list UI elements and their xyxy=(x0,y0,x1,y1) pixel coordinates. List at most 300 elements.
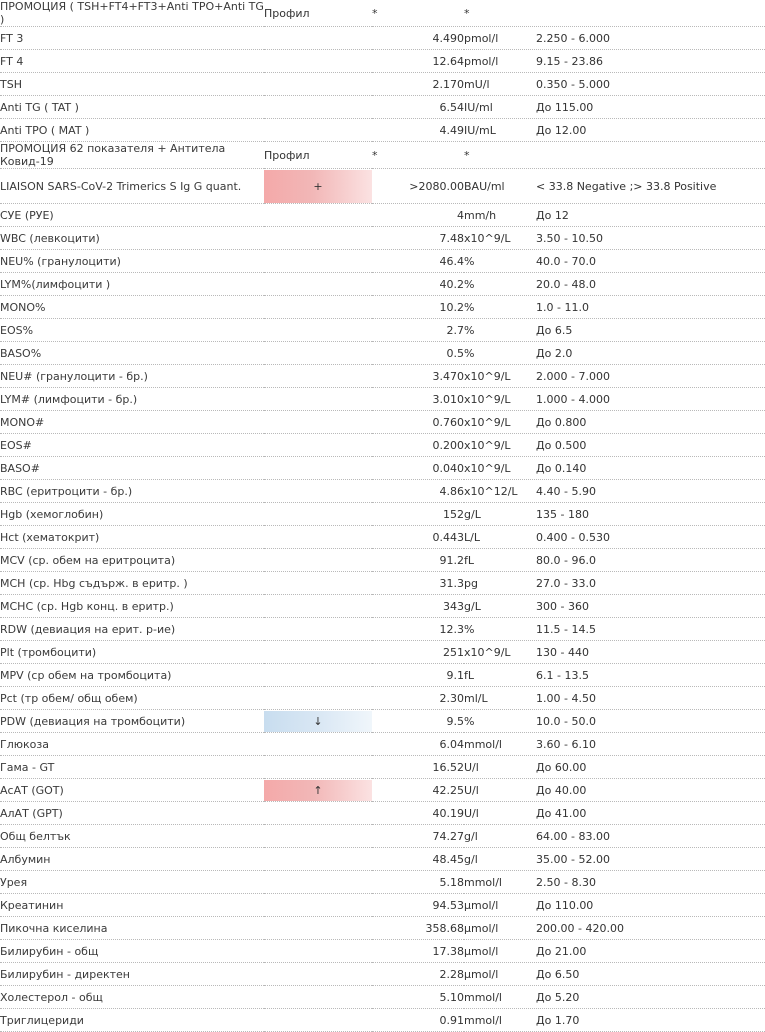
no-flag xyxy=(264,803,372,824)
result-unit: mm/h xyxy=(464,208,497,222)
table-row xyxy=(0,756,765,779)
table-row xyxy=(0,802,765,825)
reference-range-text: До 0.140 xyxy=(536,461,587,475)
abnormal-flag-cell xyxy=(264,503,372,526)
no-flag xyxy=(264,343,372,364)
reference-range xyxy=(464,871,765,894)
abnormal-flag-cell xyxy=(264,986,372,1009)
reference-range xyxy=(464,595,765,618)
result-unit: % xyxy=(464,277,475,291)
abnormal-flag-cell xyxy=(264,388,372,411)
reference-range xyxy=(464,50,765,73)
table-row xyxy=(0,27,765,50)
analyte-name: СУЕ (РУЕ) xyxy=(0,204,264,227)
result-unit: IU/mL xyxy=(464,123,496,137)
result-unit: g/L xyxy=(464,599,481,613)
no-flag xyxy=(264,550,372,571)
analyte-name: Общ белтък xyxy=(0,825,264,848)
result-value: 152 xyxy=(372,503,464,526)
reference-range xyxy=(464,572,765,595)
reference-range-text: До 2.0 xyxy=(536,346,573,360)
table-row xyxy=(0,986,765,1009)
analyte-name: Билирубин - общ xyxy=(0,940,264,963)
reference-range xyxy=(464,802,765,825)
result-value: 2.7 xyxy=(372,319,464,342)
reference-range-text: < 33.8 Negative ;> 33.8 Positive xyxy=(536,179,717,193)
table-row xyxy=(0,296,765,319)
result-value: 12.3 xyxy=(372,618,464,641)
analyte-name: Пикочна киселина xyxy=(0,917,264,940)
analyte-name: АсАТ (GOT) xyxy=(0,779,264,802)
reference-range xyxy=(464,434,765,457)
result-value: 7.48 xyxy=(372,227,464,250)
abnormal-flag-cell xyxy=(264,641,372,664)
reference-range-text: 1.0 - 11.0 xyxy=(536,300,589,314)
result-unit: pmol/l xyxy=(464,54,499,68)
table-row xyxy=(0,365,765,388)
no-flag xyxy=(264,435,372,456)
result-value: 0.443 xyxy=(372,526,464,549)
result-unit: U/l xyxy=(464,806,479,820)
table-row xyxy=(0,779,765,802)
reference-range xyxy=(464,250,765,273)
result-unit: % xyxy=(464,300,475,314)
result-unit: µmol/l xyxy=(464,921,499,935)
table-row xyxy=(0,480,765,503)
reference-range xyxy=(464,756,765,779)
abnormal-flag-cell xyxy=(264,250,372,273)
result-value: 12.64 xyxy=(372,50,464,73)
result-unit: g/l xyxy=(464,829,478,843)
result-value: 42.25 xyxy=(372,779,464,802)
analyte-name: Hct (хематокрит) xyxy=(0,526,264,549)
reference-range xyxy=(464,96,765,119)
reference-range-text: 64.00 - 83.00 xyxy=(536,829,610,843)
no-flag xyxy=(264,849,372,870)
abnormal-flag-cell xyxy=(264,296,372,319)
panel-star-1: * xyxy=(372,142,464,169)
result-unit: L/L xyxy=(464,530,480,544)
table-row xyxy=(0,871,765,894)
result-unit: x10^9/L xyxy=(464,231,511,245)
analyte-name: BASO# xyxy=(0,457,264,480)
result-value: 40.2 xyxy=(372,273,464,296)
result-value: 0.040 xyxy=(372,457,464,480)
result-value: 17.38 xyxy=(372,940,464,963)
no-flag xyxy=(264,97,372,118)
result-unit: µmol/l xyxy=(464,944,499,958)
reference-range xyxy=(464,1009,765,1032)
reference-range-text: 40.0 - 70.0 xyxy=(536,254,596,268)
analyte-name: Pct (тр обем/ общ обем) xyxy=(0,687,264,710)
result-value: 6.04 xyxy=(372,733,464,756)
analyte-name: Anti TG ( TAT ) xyxy=(0,96,264,119)
result-unit: BAU/ml xyxy=(464,179,505,193)
analyte-name: Hgb (хемоглобин) xyxy=(0,503,264,526)
no-flag xyxy=(264,320,372,341)
result-unit: mmol/l xyxy=(464,1013,502,1027)
result-value: 91.2 xyxy=(372,549,464,572)
reference-range xyxy=(464,411,765,434)
result-unit: mmol/l xyxy=(464,875,502,889)
result-unit: g/L xyxy=(464,507,481,521)
no-flag xyxy=(264,205,372,226)
analyte-name: RBC (еритроцити - бр.) xyxy=(0,480,264,503)
reference-range xyxy=(464,503,765,526)
table-row xyxy=(0,572,765,595)
reference-range xyxy=(464,986,765,1009)
no-flag xyxy=(264,389,372,410)
reference-range-text: До 5.20 xyxy=(536,990,580,1004)
result-unit: IU/ml xyxy=(464,100,493,114)
result-value: 16.52 xyxy=(372,756,464,779)
reference-range xyxy=(464,119,765,142)
reference-range xyxy=(464,894,765,917)
result-value: 4 xyxy=(372,204,464,227)
result-unit: ml/L xyxy=(464,691,488,705)
reference-range-text: 2.000 - 7.000 xyxy=(536,369,610,383)
reference-range xyxy=(464,73,765,96)
no-flag xyxy=(264,366,372,387)
reference-range-text: 300 - 360 xyxy=(536,599,589,613)
table-row xyxy=(0,503,765,526)
reference-range-text: 2.50 - 8.30 xyxy=(536,875,596,889)
analyte-name: NEU# (гранулоцити - бр.) xyxy=(0,365,264,388)
no-flag xyxy=(264,734,372,755)
reference-range-text: 27.0 - 33.0 xyxy=(536,576,596,590)
result-value: 3.010 xyxy=(372,388,464,411)
result-value: 6.54 xyxy=(372,96,464,119)
panel-star-2: * xyxy=(464,0,765,27)
table-row xyxy=(0,733,765,756)
result-unit: % xyxy=(464,622,475,636)
abnormal-flag-cell xyxy=(264,894,372,917)
result-value: 0.200 xyxy=(372,434,464,457)
reference-range xyxy=(464,204,765,227)
analyte-name: Гама - GT xyxy=(0,756,264,779)
panel-profile-label: Профил xyxy=(264,0,372,27)
result-value: 0.5 xyxy=(372,342,464,365)
abnormal-flag-cell xyxy=(264,319,372,342)
analyte-name: BASO% xyxy=(0,342,264,365)
reference-range-text: До 12.00 xyxy=(536,123,587,137)
table-row xyxy=(0,319,765,342)
no-flag xyxy=(264,872,372,893)
reference-range xyxy=(464,365,765,388)
abnormal-flag-cell xyxy=(264,50,372,73)
abnormal-flag-cell xyxy=(264,204,372,227)
low-flag-icon: ↓ xyxy=(264,711,372,732)
no-flag xyxy=(264,228,372,249)
panel-star-1: * xyxy=(372,0,464,27)
abnormal-flag-cell xyxy=(264,169,372,204)
analyte-name: LYM%(лимфоцити ) xyxy=(0,273,264,296)
reference-range-text: 2.250 - 6.000 xyxy=(536,31,610,45)
result-unit: x10^9/L xyxy=(464,645,511,659)
abnormal-flag-cell xyxy=(264,342,372,365)
no-flag xyxy=(264,481,372,502)
reference-range xyxy=(464,641,765,664)
abnormal-flag-cell xyxy=(264,710,372,733)
result-unit: mmol/l xyxy=(464,737,502,751)
reference-range-text: 1.000 - 4.000 xyxy=(536,392,610,406)
table-row xyxy=(0,119,765,142)
analyte-name: Билирубин - директен xyxy=(0,963,264,986)
no-flag xyxy=(264,74,372,95)
analyte-name: Холестерол - общ xyxy=(0,986,264,1009)
abnormal-flag-cell xyxy=(264,96,372,119)
reference-range-text: До 41.00 xyxy=(536,806,587,820)
analyte-name: NEU% (гранулоцити) xyxy=(0,250,264,273)
abnormal-flag-cell xyxy=(264,687,372,710)
reference-range-text: 10.0 - 50.0 xyxy=(536,714,596,728)
table-row xyxy=(0,664,765,687)
reference-range-text: До 12 xyxy=(536,208,569,222)
abnormal-flag-cell xyxy=(264,848,372,871)
no-flag xyxy=(264,1010,372,1031)
abnormal-flag-cell xyxy=(264,457,372,480)
panel-group-title: ПРОМОЦИЯ ( TSH+FT4+FT3+Anti TPO+Anti TG ) xyxy=(0,0,264,26)
analyte-name: RDW (девиация на ерит. р-ие) xyxy=(0,618,264,641)
result-value: 2.28 xyxy=(372,963,464,986)
abnormal-flag-cell xyxy=(264,756,372,779)
result-value: 5.10 xyxy=(372,986,464,1009)
analyte-name: EOS% xyxy=(0,319,264,342)
result-value: 358.68 xyxy=(372,917,464,940)
reference-range-text: До 0.500 xyxy=(536,438,587,452)
reference-range-text: 3.50 - 10.50 xyxy=(536,231,603,245)
analyte-name: MPV (ср обем на тромбоцита) xyxy=(0,664,264,687)
reference-range xyxy=(464,687,765,710)
reference-range-text: До 110.00 xyxy=(536,898,594,912)
analyte-name: EOS# xyxy=(0,434,264,457)
result-unit: fL xyxy=(464,553,475,567)
result-unit: U/l xyxy=(464,760,479,774)
analyte-name: Урея xyxy=(0,871,264,894)
result-unit: % xyxy=(464,254,475,268)
abnormal-flag-cell xyxy=(264,526,372,549)
no-flag xyxy=(264,688,372,709)
abnormal-flag-cell xyxy=(264,1009,372,1032)
abnormal-flag-cell xyxy=(264,227,372,250)
abnormal-flag-cell xyxy=(264,411,372,434)
reference-range xyxy=(464,549,765,572)
table-row xyxy=(0,963,765,986)
reference-range xyxy=(464,342,765,365)
no-flag xyxy=(264,297,372,318)
table-row xyxy=(0,848,765,871)
result-value: 4.490 xyxy=(372,27,464,50)
reference-range xyxy=(464,710,765,733)
result-unit: µmol/l xyxy=(464,898,499,912)
result-value: 10.2 xyxy=(372,296,464,319)
result-value: 5.18 xyxy=(372,871,464,894)
result-value: 0.760 xyxy=(372,411,464,434)
abnormal-flag-cell xyxy=(264,595,372,618)
abnormal-flag-cell xyxy=(264,664,372,687)
reference-range-text: До 21.00 xyxy=(536,944,587,958)
abnormal-flag-cell xyxy=(264,119,372,142)
analyte-name: Глюкоза xyxy=(0,733,264,756)
reference-range-text: 11.5 - 14.5 xyxy=(536,622,596,636)
result-value: 9.5 xyxy=(372,710,464,733)
panel-star-2: * xyxy=(464,142,765,169)
abnormal-flag-cell xyxy=(264,733,372,756)
reference-range xyxy=(464,457,765,480)
table-row xyxy=(0,273,765,296)
result-unit: pmol/l xyxy=(464,31,499,45)
reference-range-text: 4.40 - 5.90 xyxy=(536,484,596,498)
result-value: 94.53 xyxy=(372,894,464,917)
no-flag xyxy=(264,895,372,916)
reference-range xyxy=(464,388,765,411)
abnormal-flag-cell xyxy=(264,273,372,296)
analyte-name: TSH xyxy=(0,73,264,96)
panel-group-row xyxy=(0,0,765,27)
reference-range xyxy=(464,733,765,756)
abnormal-flag-cell xyxy=(264,963,372,986)
table-row xyxy=(0,595,765,618)
result-value: 0.91 xyxy=(372,1009,464,1032)
no-flag xyxy=(264,826,372,847)
result-value: 48.45 xyxy=(372,848,464,871)
reference-range-text: 130 - 440 xyxy=(536,645,589,659)
table-row xyxy=(0,411,765,434)
no-flag xyxy=(264,573,372,594)
table-row xyxy=(0,457,765,480)
abnormal-flag-cell xyxy=(264,572,372,595)
analyte-name: WBC (левкоцити) xyxy=(0,227,264,250)
table-row xyxy=(0,169,765,204)
abnormal-flag-cell xyxy=(264,365,372,388)
result-unit: x10^9/L xyxy=(464,415,511,429)
reference-range xyxy=(464,480,765,503)
reference-range xyxy=(464,917,765,940)
table-row xyxy=(0,687,765,710)
table-row xyxy=(0,526,765,549)
analyte-name: Креатинин xyxy=(0,894,264,917)
table-row xyxy=(0,917,765,940)
result-unit: x10^12/L xyxy=(464,484,518,498)
result-unit: x10^9/L xyxy=(464,369,511,383)
analyte-name: MONO% xyxy=(0,296,264,319)
table-row xyxy=(0,825,765,848)
result-value: 343 xyxy=(372,595,464,618)
reference-range-text: 9.15 - 23.86 xyxy=(536,54,603,68)
no-flag xyxy=(264,251,372,272)
reference-range xyxy=(464,848,765,871)
panel-group-row xyxy=(0,142,765,169)
analyte-name: Триглицериди xyxy=(0,1009,264,1032)
abnormal-flag-cell xyxy=(264,480,372,503)
result-unit: g/l xyxy=(464,852,478,866)
result-unit: % xyxy=(464,346,475,360)
result-value: 40.19 xyxy=(372,802,464,825)
abnormal-flag-cell xyxy=(264,73,372,96)
no-flag xyxy=(264,458,372,479)
reference-range xyxy=(464,618,765,641)
no-flag xyxy=(264,619,372,640)
result-unit: x10^9/L xyxy=(464,392,511,406)
no-flag xyxy=(264,596,372,617)
abnormal-flag-cell xyxy=(264,434,372,457)
analyte-name: Албумин xyxy=(0,848,264,871)
table-row xyxy=(0,227,765,250)
result-unit: pg xyxy=(464,576,478,590)
result-unit: % xyxy=(464,714,475,728)
table-row xyxy=(0,641,765,664)
reference-range-text: 200.00 - 420.00 xyxy=(536,921,624,935)
table-row xyxy=(0,73,765,96)
result-value: 4.86 xyxy=(372,480,464,503)
reference-range-text: 0.350 - 5.000 xyxy=(536,77,610,91)
no-flag xyxy=(264,941,372,962)
result-value: 2.30 xyxy=(372,687,464,710)
abnormal-flag-cell xyxy=(264,618,372,641)
high-flag-icon: + xyxy=(264,170,372,203)
reference-range xyxy=(464,664,765,687)
no-flag xyxy=(264,412,372,433)
no-flag xyxy=(264,504,372,525)
result-unit: fL xyxy=(464,668,475,682)
analyte-name: Plt (тромбоцити) xyxy=(0,641,264,664)
reference-range xyxy=(464,963,765,986)
result-unit: % xyxy=(464,323,475,337)
reference-range-text: До 60.00 xyxy=(536,760,587,774)
result-unit: mmol/l xyxy=(464,990,502,1004)
table-row xyxy=(0,204,765,227)
abnormal-flag-cell xyxy=(264,549,372,572)
result-unit: x10^9/L xyxy=(464,461,511,475)
reference-range xyxy=(464,27,765,50)
analyte-name: PDW (девиация на тромбоцити) xyxy=(0,710,264,733)
table-row xyxy=(0,549,765,572)
reference-range-text: До 1.70 xyxy=(536,1013,580,1027)
result-value: 3.470 xyxy=(372,365,464,388)
reference-range xyxy=(464,319,765,342)
reference-range-text: 135 - 180 xyxy=(536,507,589,521)
reference-range xyxy=(464,825,765,848)
reference-range-text: 20.0 - 48.0 xyxy=(536,277,596,291)
no-flag xyxy=(264,665,372,686)
table-row xyxy=(0,618,765,641)
no-flag xyxy=(264,120,372,141)
reference-range-text: До 6.50 xyxy=(536,967,580,981)
analyte-name: MCH (ср. Hbg съдърж. в еритр. ) xyxy=(0,572,264,595)
analyte-name: LYM# (лимфоцити - бр.) xyxy=(0,388,264,411)
reference-range-text: До 6.5 xyxy=(536,323,573,337)
reference-range xyxy=(464,526,765,549)
no-flag xyxy=(264,51,372,72)
result-value: 74.27 xyxy=(372,825,464,848)
table-row xyxy=(0,710,765,733)
reference-range-text: До 40.00 xyxy=(536,783,587,797)
table-row xyxy=(0,894,765,917)
analyte-name: MCHC (ср. Hgb конц. в еритр.) xyxy=(0,595,264,618)
panel-profile-label: Профил xyxy=(264,142,372,169)
result-unit: U/l xyxy=(464,783,479,797)
reference-range-text: До 0.800 xyxy=(536,415,587,429)
no-flag xyxy=(264,987,372,1008)
reference-range-text: До 115.00 xyxy=(536,100,594,114)
reference-range-text: 35.00 - 52.00 xyxy=(536,852,610,866)
no-flag xyxy=(264,274,372,295)
table-row xyxy=(0,96,765,119)
no-flag xyxy=(264,964,372,985)
reference-range xyxy=(464,273,765,296)
abnormal-flag-cell xyxy=(264,917,372,940)
abnormal-flag-cell xyxy=(264,779,372,802)
